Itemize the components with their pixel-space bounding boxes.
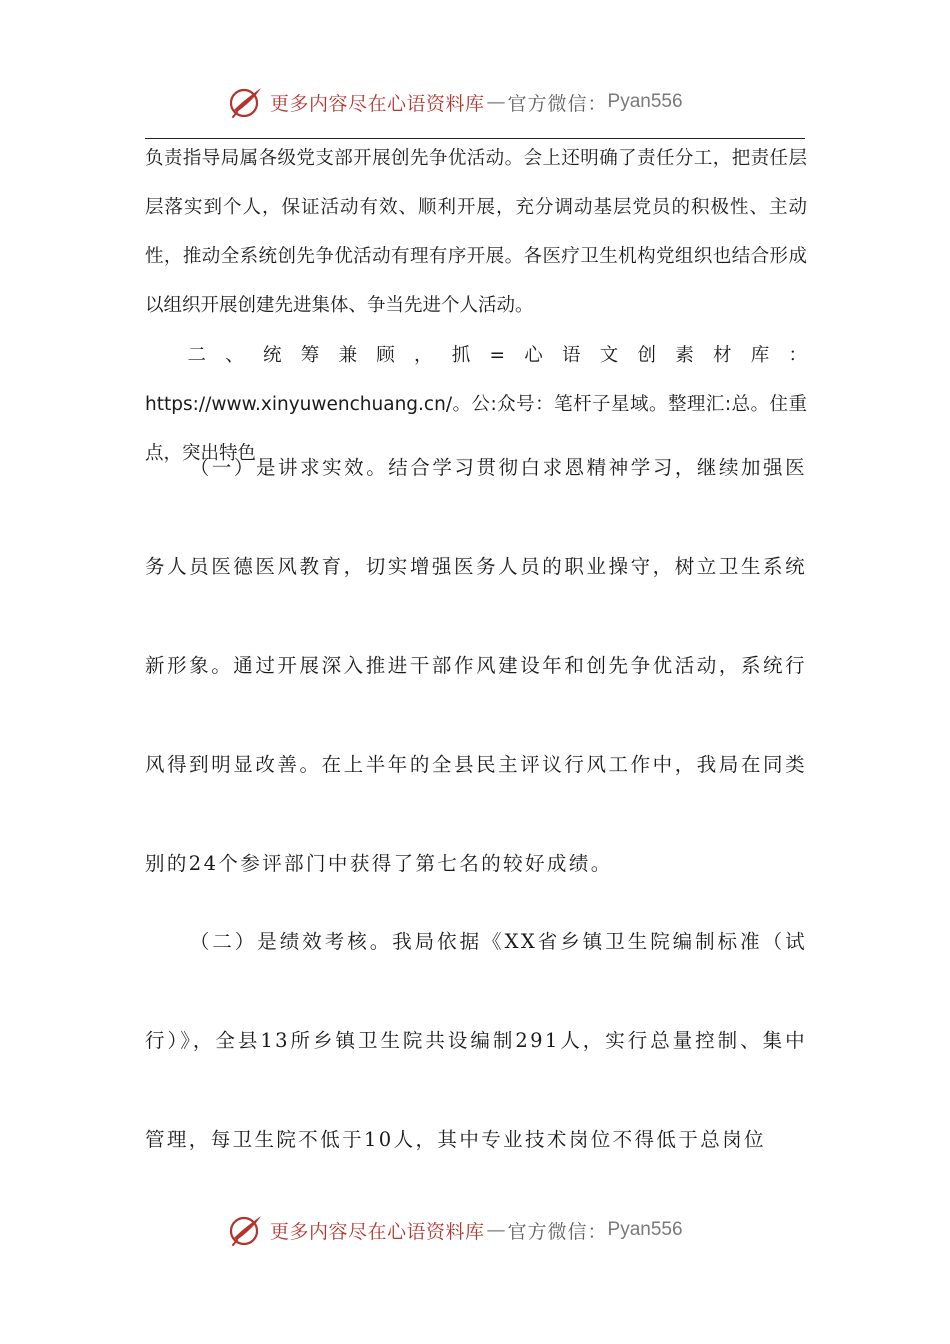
quill-logo-icon: [228, 84, 264, 120]
body-paragraph: 负责指导局属各级党支部开展创先争优活动。会上还明确了责任分工，把责任层层落实到个人，保证活动有效、顺利开展，充分调动基层党员的积极性、主动性，推动全系统创先争优活动有理有序开展。各医疗卫生机构党组织也结合形成以组织开展创建先进集体、争当先进个人活动。: [145, 148, 807, 316]
header-banner-text: 更多内容尽在心语资料库: [270, 92, 485, 115]
body-paragraph: （一）是讲求实效。结合学习贯彻白求恩精神学习，继续加强医务人员医德医风教育，切实增强医务人员的职业操守，树立卫生系统新形象。通过开展深入推进干部作风建设年和创先争优活动，系统行风得到明显改善。在上半年的全县民主评议行风工作中，我局在同类别的24个参评部门中获得了第七名的较好成绩。: [145, 456, 807, 875]
footer-banner-separator: —: [486, 1219, 506, 1241]
body-paragraph: 二、统筹兼顾，抓=心语文创素材库：https://www.xinyuwenchuang.cn/。公:众号：笔杆子星域。整理汇:总。住重点，突出特色: [145, 345, 807, 464]
footer-banner-text: 更多内容尽在心语资料库: [270, 1220, 485, 1243]
body-paragraph: （二）是绩效考核。我局依据《XX省乡镇卫生院编制标准（试行）》，全县13所乡镇卫生院共设编制291人，实行总量控制、集中管理，每卫生院不低于10人，其中专业技术岗位不得低于总岗位: [145, 930, 807, 1151]
header-wechat-id: Pyan556: [607, 91, 683, 112]
footer-wechat-id: Pyan556: [607, 1219, 683, 1240]
footer-banner: [228, 1212, 788, 1248]
header-banner: [228, 84, 788, 120]
header-wechat-label: 官方微信：: [507, 92, 608, 115]
quill-logo-icon: [228, 1212, 264, 1248]
header-banner-separator: —: [486, 91, 506, 113]
footer-wechat-label: 官方微信：: [507, 1220, 608, 1243]
